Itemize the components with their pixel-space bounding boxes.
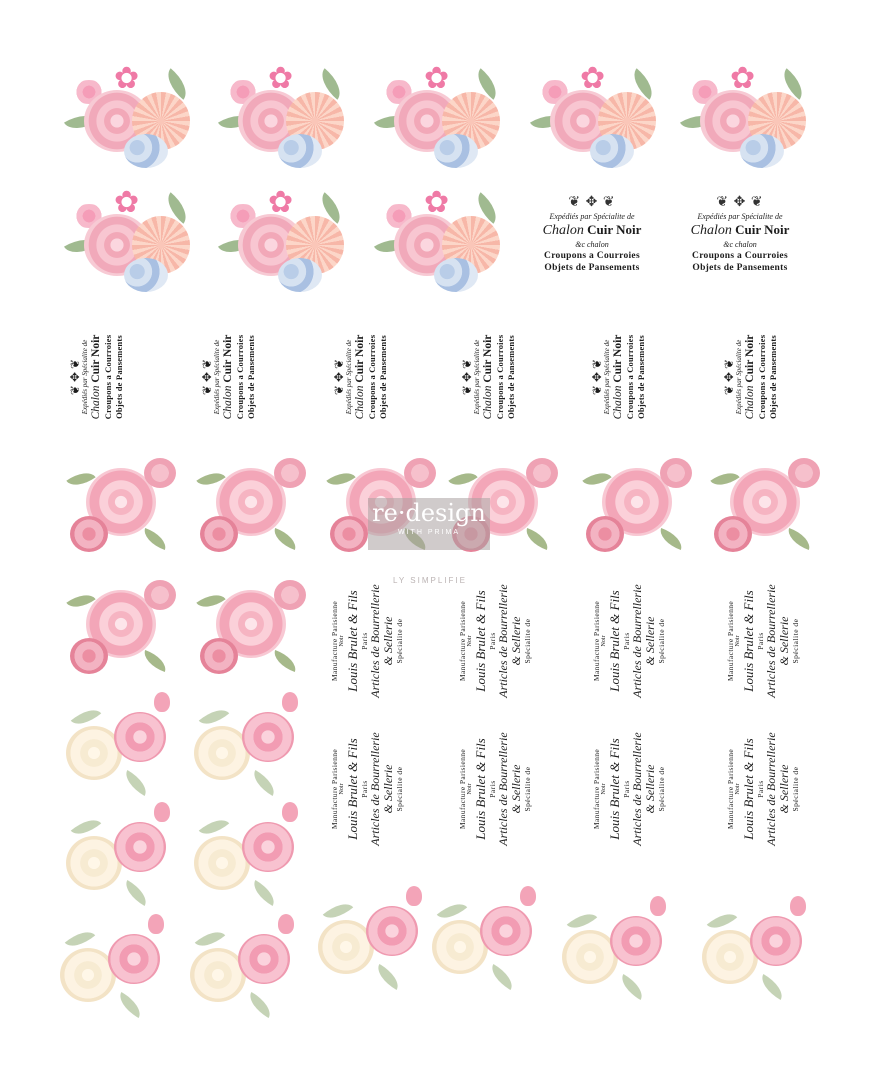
label-line: Expédiés par Spécialite de <box>603 339 611 415</box>
paris-line: Noir <box>467 635 473 647</box>
bouquet-cream-rose <box>428 884 552 996</box>
paris-line: Spécialite de <box>791 618 800 664</box>
paris-line: Manufacture Parisienne <box>726 600 735 682</box>
paris-line: Articles de Bourrellerie & Sellerie <box>630 732 657 846</box>
paris-line: Articles de Bourrellerie & Sellerie <box>496 732 523 846</box>
label-title: Cuir Noir <box>744 334 756 383</box>
bouquet-pink-rose: ✿ <box>66 62 196 182</box>
label-script: Chalon <box>744 385 756 420</box>
cuir-noir-label-vertical <box>588 318 680 436</box>
bouquet-cream-rose <box>186 912 310 1024</box>
paris-label-vertical <box>320 582 440 700</box>
cuir-noir-label-vertical <box>66 318 158 436</box>
label-line: Expédiés par Spécialite de <box>81 339 89 415</box>
paris-line: Spécialite de <box>395 618 404 664</box>
ornament-icon: ❦ ✥ ❦ <box>590 358 604 396</box>
label-title: Cuir Noir <box>90 334 102 383</box>
watermark-logo <box>368 498 490 550</box>
label-title: Cuir Noir <box>482 334 494 383</box>
bouquet-cream-rose <box>190 690 314 802</box>
cuir-noir-label-vertical <box>458 318 550 436</box>
paris-label-vertical <box>716 730 836 848</box>
label-script: Chalon <box>612 385 624 420</box>
bouquet-ranunculus <box>710 450 828 562</box>
paris-line: Noir <box>735 783 741 795</box>
bouquet-ranunculus <box>66 572 184 684</box>
paris-line: Noir <box>339 783 345 795</box>
label-script: Chalon <box>542 223 584 238</box>
cuir-noir-label <box>680 196 800 288</box>
paris-line: Paris <box>488 632 497 650</box>
label-line: Croupons a Courroies <box>495 334 505 420</box>
bouquet-cream-rose <box>698 894 822 1006</box>
bouquet-cream-rose <box>56 912 180 1024</box>
ornament-icon: ❦ ✥ ❦ <box>332 358 346 396</box>
bouquet-pink-rose: ✿ <box>66 186 196 306</box>
bouquet-pink-rose: ✿ <box>376 62 506 182</box>
bouquet-pink-rose: ✿ <box>682 62 812 182</box>
label-title: Cuir Noir <box>587 222 642 237</box>
paris-label-vertical <box>582 582 702 700</box>
bouquet-ranunculus <box>66 450 184 562</box>
label-script: Chalon <box>354 385 366 420</box>
paris-line: Spécialite de <box>523 618 532 664</box>
label-line: Objets de Pansements <box>544 263 640 273</box>
paris-label-vertical <box>320 730 440 848</box>
bouquet-cream-rose <box>314 884 438 996</box>
ornament-icon: ❦ ✥ ❦ <box>722 358 736 396</box>
paris-label-vertical <box>448 582 568 700</box>
watermark-sub2: LY SIMPLIFIE <box>393 576 467 585</box>
label-line: Expédiés par Spécialite de <box>473 339 481 415</box>
label-line: Objets de Pansements <box>378 335 388 419</box>
label-line: Objets de Pansements <box>246 335 256 419</box>
paris-line: Noir <box>467 783 473 795</box>
ornament-icon: ❦ ✥ ❦ <box>200 358 214 396</box>
paris-line: Spécialite de <box>657 618 666 664</box>
label-line: Croupons a Courroies <box>692 251 788 261</box>
paris-line: Spécialite de <box>395 766 404 812</box>
paris-line: Spécialite de <box>523 766 532 812</box>
bouquet-pink-rose: ✿ <box>220 186 350 306</box>
ornament-icon: ❦ ✥ ❦ <box>68 358 82 396</box>
paris-line: Louis Brulet & Fils <box>741 738 756 840</box>
cuir-noir-label <box>532 196 652 288</box>
paris-line: Noir <box>601 783 607 795</box>
paris-line: Noir <box>601 635 607 647</box>
bouquet-cream-rose <box>62 690 186 802</box>
bouquet-ranunculus <box>196 572 314 684</box>
label-small: &c chalon <box>575 240 609 249</box>
ornament-icon: ❦ ✥ ❦ <box>716 195 764 210</box>
label-line: Croupons a Courroies <box>103 334 113 420</box>
label-line: Expédiés par Spécialite de <box>213 339 221 415</box>
paris-line: Paris <box>622 780 631 798</box>
paris-line: Paris <box>360 780 369 798</box>
paris-line: Manufacture Parisienne <box>726 748 735 830</box>
paris-line: Articles de Bourrellerie & Sellerie <box>630 584 657 698</box>
paris-label-vertical <box>448 730 568 848</box>
paris-line: Spécialite de <box>791 766 800 812</box>
paris-line: Articles de Bourrellerie & Sellerie <box>496 584 523 698</box>
label-script: Chalon <box>222 385 234 420</box>
cuir-noir-label-vertical <box>720 318 812 436</box>
label-script: Chalon <box>690 223 732 238</box>
label-title: Cuir Noir <box>735 222 790 237</box>
label-line: Croupons a Courroies <box>367 334 377 420</box>
label-small: &c chalon <box>723 240 757 249</box>
paris-line: Manufacture Parisienne <box>592 600 601 682</box>
paris-line: Louis Brulet & Fils <box>607 590 622 692</box>
label-line: Croupons a Courroies <box>757 334 767 420</box>
bouquet-cream-rose <box>62 800 186 912</box>
ornament-icon: ❦ ✥ ❦ <box>568 195 616 210</box>
paris-line: Louis Brulet & Fils <box>607 738 622 840</box>
paris-line: Articles de Bourrellerie & Sellerie <box>368 584 395 698</box>
bouquet-pink-rose: ✿ <box>532 62 662 182</box>
ornament-icon: ❦ ✥ ❦ <box>460 358 474 396</box>
paris-line: Manufacture Parisienne <box>458 600 467 682</box>
label-line: Expédiés par Spécialite de <box>345 339 353 415</box>
paris-line: Paris <box>756 632 765 650</box>
label-line: Expédiés par Spécialite de <box>549 212 635 221</box>
watermark-brand: re·design <box>372 499 486 527</box>
paris-line: Louis Brulet & Fils <box>473 590 488 692</box>
bouquet-cream-rose <box>190 800 314 912</box>
paris-line: Louis Brulet & Fils <box>345 738 360 840</box>
paris-label-vertical <box>582 730 702 848</box>
paris-label-vertical <box>716 582 836 700</box>
paris-line: Paris <box>360 632 369 650</box>
paris-line: Manufacture Parisienne <box>458 748 467 830</box>
paris-line: Louis Brulet & Fils <box>345 590 360 692</box>
label-title: Cuir Noir <box>612 334 624 383</box>
bouquet-ranunculus <box>582 450 700 562</box>
bouquet-ranunculus <box>196 450 314 562</box>
label-line: Objets de Pansements <box>114 335 124 419</box>
paris-line: Paris <box>622 632 631 650</box>
cuir-noir-label-vertical <box>198 318 290 436</box>
bouquet-cream-rose <box>558 894 682 1006</box>
label-line: Croupons a Courroies <box>625 334 635 420</box>
paris-line: Louis Brulet & Fils <box>473 738 488 840</box>
label-line: Expédiés par Spécialite de <box>735 339 743 415</box>
paris-line: Manufacture Parisienne <box>592 748 601 830</box>
paris-line: Noir <box>339 635 345 647</box>
paris-line: Articles de Bourrellerie & Sellerie <box>764 584 791 698</box>
paris-line: Noir <box>735 635 741 647</box>
watermark-sub: WITH PRIMA <box>398 529 460 536</box>
bouquet-pink-rose: ✿ <box>220 62 350 182</box>
bouquet-pink-rose: ✿ <box>376 186 506 306</box>
paris-line: Manufacture Parisienne <box>330 748 339 830</box>
label-script: Chalon <box>90 385 102 420</box>
cuir-noir-label-vertical <box>330 318 422 436</box>
paris-line: Louis Brulet & Fils <box>741 590 756 692</box>
paris-line: Manufacture Parisienne <box>330 600 339 682</box>
label-title: Cuir Noir <box>354 334 366 383</box>
label-line: Objets de Pansements <box>636 335 646 419</box>
label-line: Expédiés par Spécialite de <box>697 212 783 221</box>
label-line: Croupons a Courroies <box>235 334 245 420</box>
label-script: Chalon <box>482 385 494 420</box>
paris-line: Paris <box>756 780 765 798</box>
label-line: Croupons a Courroies <box>544 251 640 261</box>
label-line: Objets de Pansements <box>692 263 788 273</box>
paris-line: Articles de Bourrellerie & Sellerie <box>764 732 791 846</box>
paris-line: Articles de Bourrellerie & Sellerie <box>368 732 395 846</box>
paris-line: Paris <box>488 780 497 798</box>
label-title: Cuir Noir <box>222 334 234 383</box>
label-line: Objets de Pansements <box>768 335 778 419</box>
paris-line: Spécialite de <box>657 766 666 812</box>
label-line: Objets de Pansements <box>506 335 516 419</box>
